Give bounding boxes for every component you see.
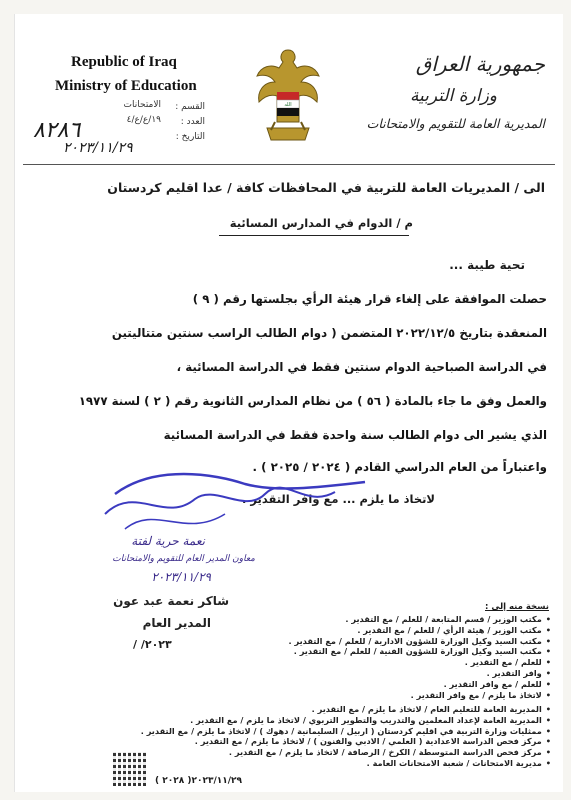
subject-line: م / الدوام في المدارس المسائية — [229, 216, 413, 230]
cc-item: •مكتب الوزير / قسم المتابعة / للعلم / مع التقدير . — [345, 614, 551, 624]
body-line-5: الذي يشير الى دوام الطالب سنة واحدة فقط في الدراسة المسائية — [163, 428, 547, 442]
header-en-line2: Ministry of Education — [55, 78, 197, 94]
header-ar-line2: وزارة التربية — [409, 86, 497, 106]
cc-item: •مركز فحص الدراسة الاعدادية ( العلمي / الادبي والفنون ) / لاتخاذ ما يلزم / مع التقدير . — [194, 736, 551, 747]
body-line-3: في الدراسة الصباحية الدوام سنتين فقط في الدراسة المسائية ، — [176, 360, 547, 374]
stamp-title: معاون المدير العام للتقويم والامتحانات — [112, 554, 255, 564]
date-label: التاريخ : — [175, 132, 205, 142]
body-line-4: والعمل وفق ما جاء بالمادة ( ٥٦ ) من نظام المدارس الثانوية رقم ( ٢ ) لسنة ١٩٧٧ — [78, 394, 547, 408]
cc-item: •مديرية الامتحانات / شعبة الامتحانات العامة . — [366, 757, 551, 768]
signer-date: / /٢٠٢٣ — [133, 638, 172, 651]
svg-text:الله: الله — [284, 102, 292, 108]
dept-label: القسم : — [175, 102, 205, 112]
cc-item: •مكتب الوزير / هيئة الرأي / للعلم / مع التقدير . — [357, 624, 551, 635]
header-en-line1: Republic of Iraq — [71, 54, 177, 70]
body-line-6: واعتباراً من العام الدراسي القادم ( ٢٠٢٤ / ٢٠٢٥ ) . — [252, 460, 547, 474]
body-line-2: المنعقدة بتاريخ ٢٠٢٢/١٢/٥ المتضمن ( دوام الطالب الراسب سنتين متتاليتين — [111, 326, 547, 340]
cc-item: •مكتب السيد وكيل الوزارة للشؤون الفنية / للعلم / مع التقدير . — [293, 646, 551, 657]
footer-date-code: ( ٢٠٢٨ )٢٠٢٣/١١/٢٩ — [155, 776, 243, 786]
cc-item: •المديرية العامة لإعداد المعلمين والتدريب والتطوير التربوي / لاتخاذ ما يلزم / مع التقدير . — [190, 714, 551, 725]
dept-value: الامتحانات — [123, 100, 161, 110]
number-value: ١٩/ع/ع/٤ — [126, 115, 161, 125]
qr-code-icon — [113, 752, 147, 786]
signer-title: المدير العام — [142, 616, 211, 630]
handwritten-date: ٢٠٢٣/١١/٢٩ — [63, 140, 133, 156]
closing-line: لاتخاذ ما يلزم ... مع وافر التقدير . — [241, 492, 435, 506]
number-label: العدد : — [180, 117, 205, 127]
subject-underline — [219, 235, 409, 236]
greeting: تحية طيبة ... — [449, 258, 525, 272]
signer-name: شاكر نعمة عبد عون — [113, 594, 229, 608]
stamp-date: ٢٠٢٣/١١/٢٩ — [151, 570, 211, 584]
cc-list-wide — [115, 704, 551, 769]
cc-title: نسخة منه إلى : — [485, 602, 549, 612]
cc-list — [235, 614, 551, 700]
stamp-name: نعمة حرية لفتة — [131, 534, 205, 548]
cc-item: •للعلم / مع التقدير . — [464, 657, 551, 668]
cc-item: •للعلم / مع وافر التقدير . — [443, 678, 551, 689]
header-ar-line3: المديرية العامة للتقويم والامتحانات — [366, 116, 545, 131]
cc-item: •مكتب السيد وكيل الوزارة للشؤون الادارية / للعلم / مع التقدير . — [288, 635, 551, 646]
cc-item: •لاتخاذ ما يلزم / مع وافر التقدير . — [410, 689, 551, 700]
header-ar-line1: جمهورية العراق — [415, 52, 545, 76]
signature-icon — [95, 454, 395, 544]
cc-item: •مركز فحص الدراسة المتوسطة / الكرخ / الرصافة / لاتخاذ ما يلزم / مع التقدير . — [228, 747, 551, 758]
document-page — [14, 14, 563, 792]
cc-item: •المديرية العامة للتعليم العام / لاتخاذ ما يلزم / مع التقدير . — [311, 704, 551, 714]
recipients-line: الى / المديريات العامة للتربية في المحافظات كافة / عدا اقليم كردستان — [107, 180, 545, 195]
handwritten-number: ٨٢٨٦ — [33, 118, 81, 143]
eagle-emblem-icon — [253, 42, 323, 152]
header-divider — [23, 164, 555, 165]
body-line-1: حصلت الموافقة على إلغاء قرار هيئة الرأي بجلستها رقم ( ٩ ) — [192, 292, 547, 306]
cc-item: •ممثليات وزارة التربية في اقليم كردستان ( اربيل / السليمانية / دهوك ) / لاتخاذ ما يلزم / مع التقدير . — [140, 725, 551, 736]
cc-item: •وافر التقدير . — [486, 667, 551, 678]
